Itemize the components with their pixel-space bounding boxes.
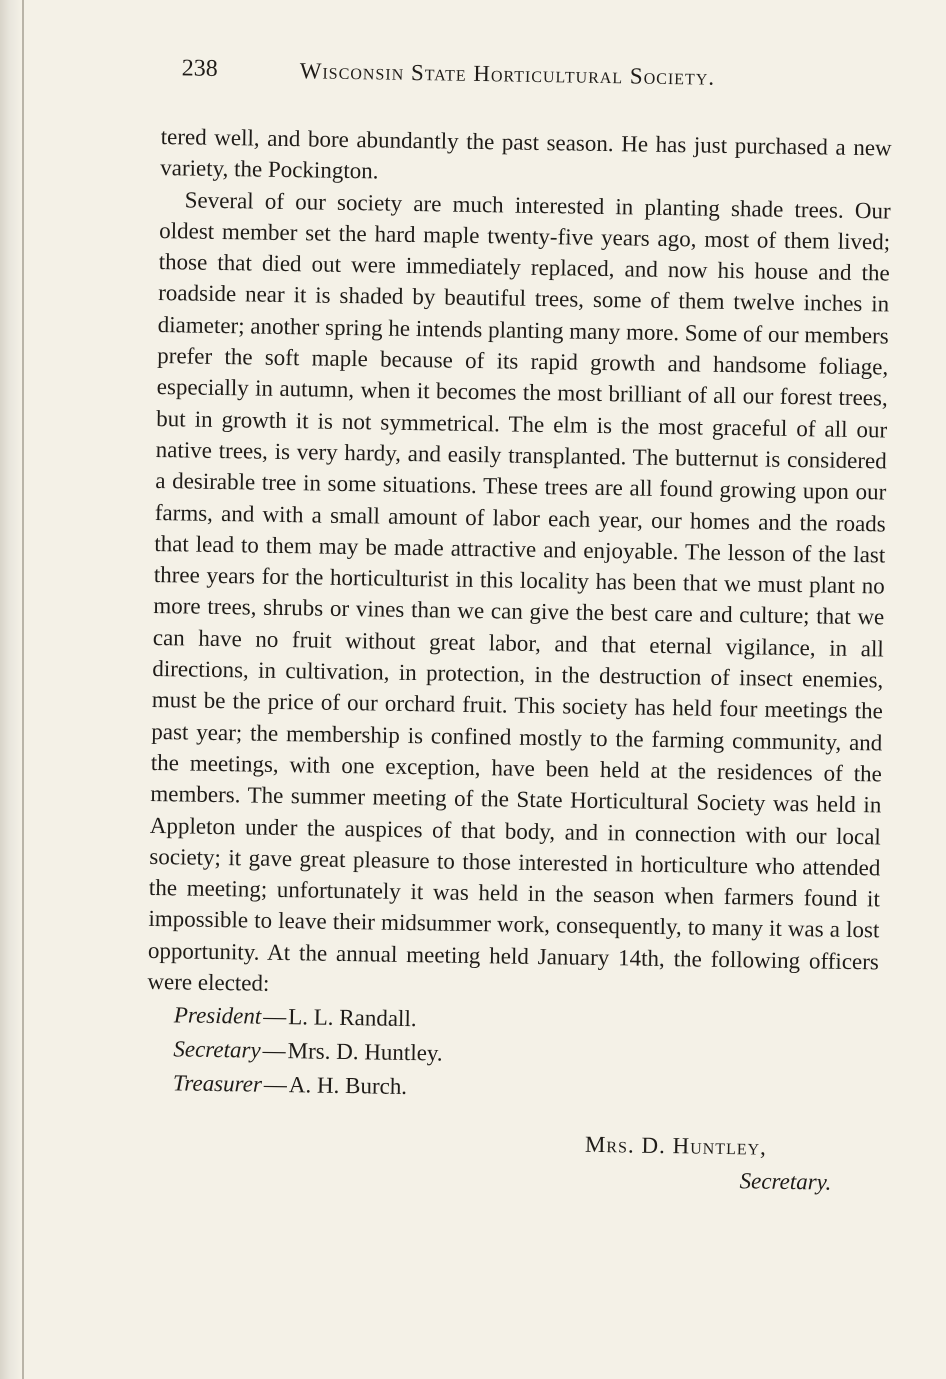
officer-role: Secretary (173, 1036, 261, 1064)
paragraph-continuation: tered well, and bore abundantly the past season. He has just purchased a new variety, the Pockington. (160, 124, 892, 184)
book-page (142, 55, 895, 1201)
signature-name: Mrs. D. Huntley, (584, 1132, 768, 1160)
page-number: 238 (181, 55, 218, 82)
paragraph-shade-trees: Several of our society are much interested in planting shade trees. Our oldest member set the hard maple twenty-five years ago, most of them lived; those that died out were immediately replaced, and now his house and the roadside near it is shaded by beautiful trees, some of them twelve inches in diameter; another spring he intends planting many more. Some of our members prefer the soft maple because of its rapid growth and handsome foliage, especially in autumn, when it becomes the most brilliant of all our forest trees, but in growth it is not symmetrical. The elm is the most graceful of all our native trees, is very hardy, and easily transplanted. The butternut is considered a desirable tree in some situations. These trees are all found growing upon our farms, and with a small amount of labor each year, our homes and the roads that lead to them may be made attractive and enjoyable. The lesson of the last three years for the horticulturist in this locality has been that we must plant no more trees, shrubs or vines than we can give the best care and culture; that we can have no fruit without great labor, and that eternal vigilance, in all directions, in cultivation, in protection, in the destruction of insect enemies, must be the price of our orchard fruit. This society has held four meetings the past year; the membership is confined mostly to the farming community, and the meetings, with one exception, have been held at the residences of the members. The summer meeting of the State Horticultural Society was held in Appleton under the auspices of that body, and in connection with our local society; it gave great pleasure to those interested in horticulture who attended the meeting; unfortunately it was held in the season when farmers found it impossible to leave their midsummer work, consequently, to many it was a lost opportunity. At the annual meeting held January 14th, the following officers were elected: (147, 187, 891, 996)
officer-role: President (173, 1002, 262, 1030)
officer-name: A. H. Burch. (288, 1072, 408, 1100)
officers-list (144, 998, 881, 1112)
signature-title: Secretary. (739, 1168, 832, 1195)
signature-block (142, 1121, 878, 1201)
officer-dash: — (263, 1004, 287, 1030)
running-head-title: Wisconsin State Horticultural Society. (299, 58, 716, 90)
officer-dash: — (263, 1072, 288, 1098)
binding-edge-line (22, 0, 24, 1379)
running-head (159, 55, 895, 107)
officer-name: Mrs. D. Huntley. (287, 1038, 443, 1066)
body-text (145, 121, 894, 1009)
officer-role: Treasurer (172, 1070, 263, 1098)
officer-name: L. L. Randall. (288, 1004, 417, 1032)
binding-shadow (0, 0, 22, 1379)
officer-dash: — (262, 1038, 286, 1064)
